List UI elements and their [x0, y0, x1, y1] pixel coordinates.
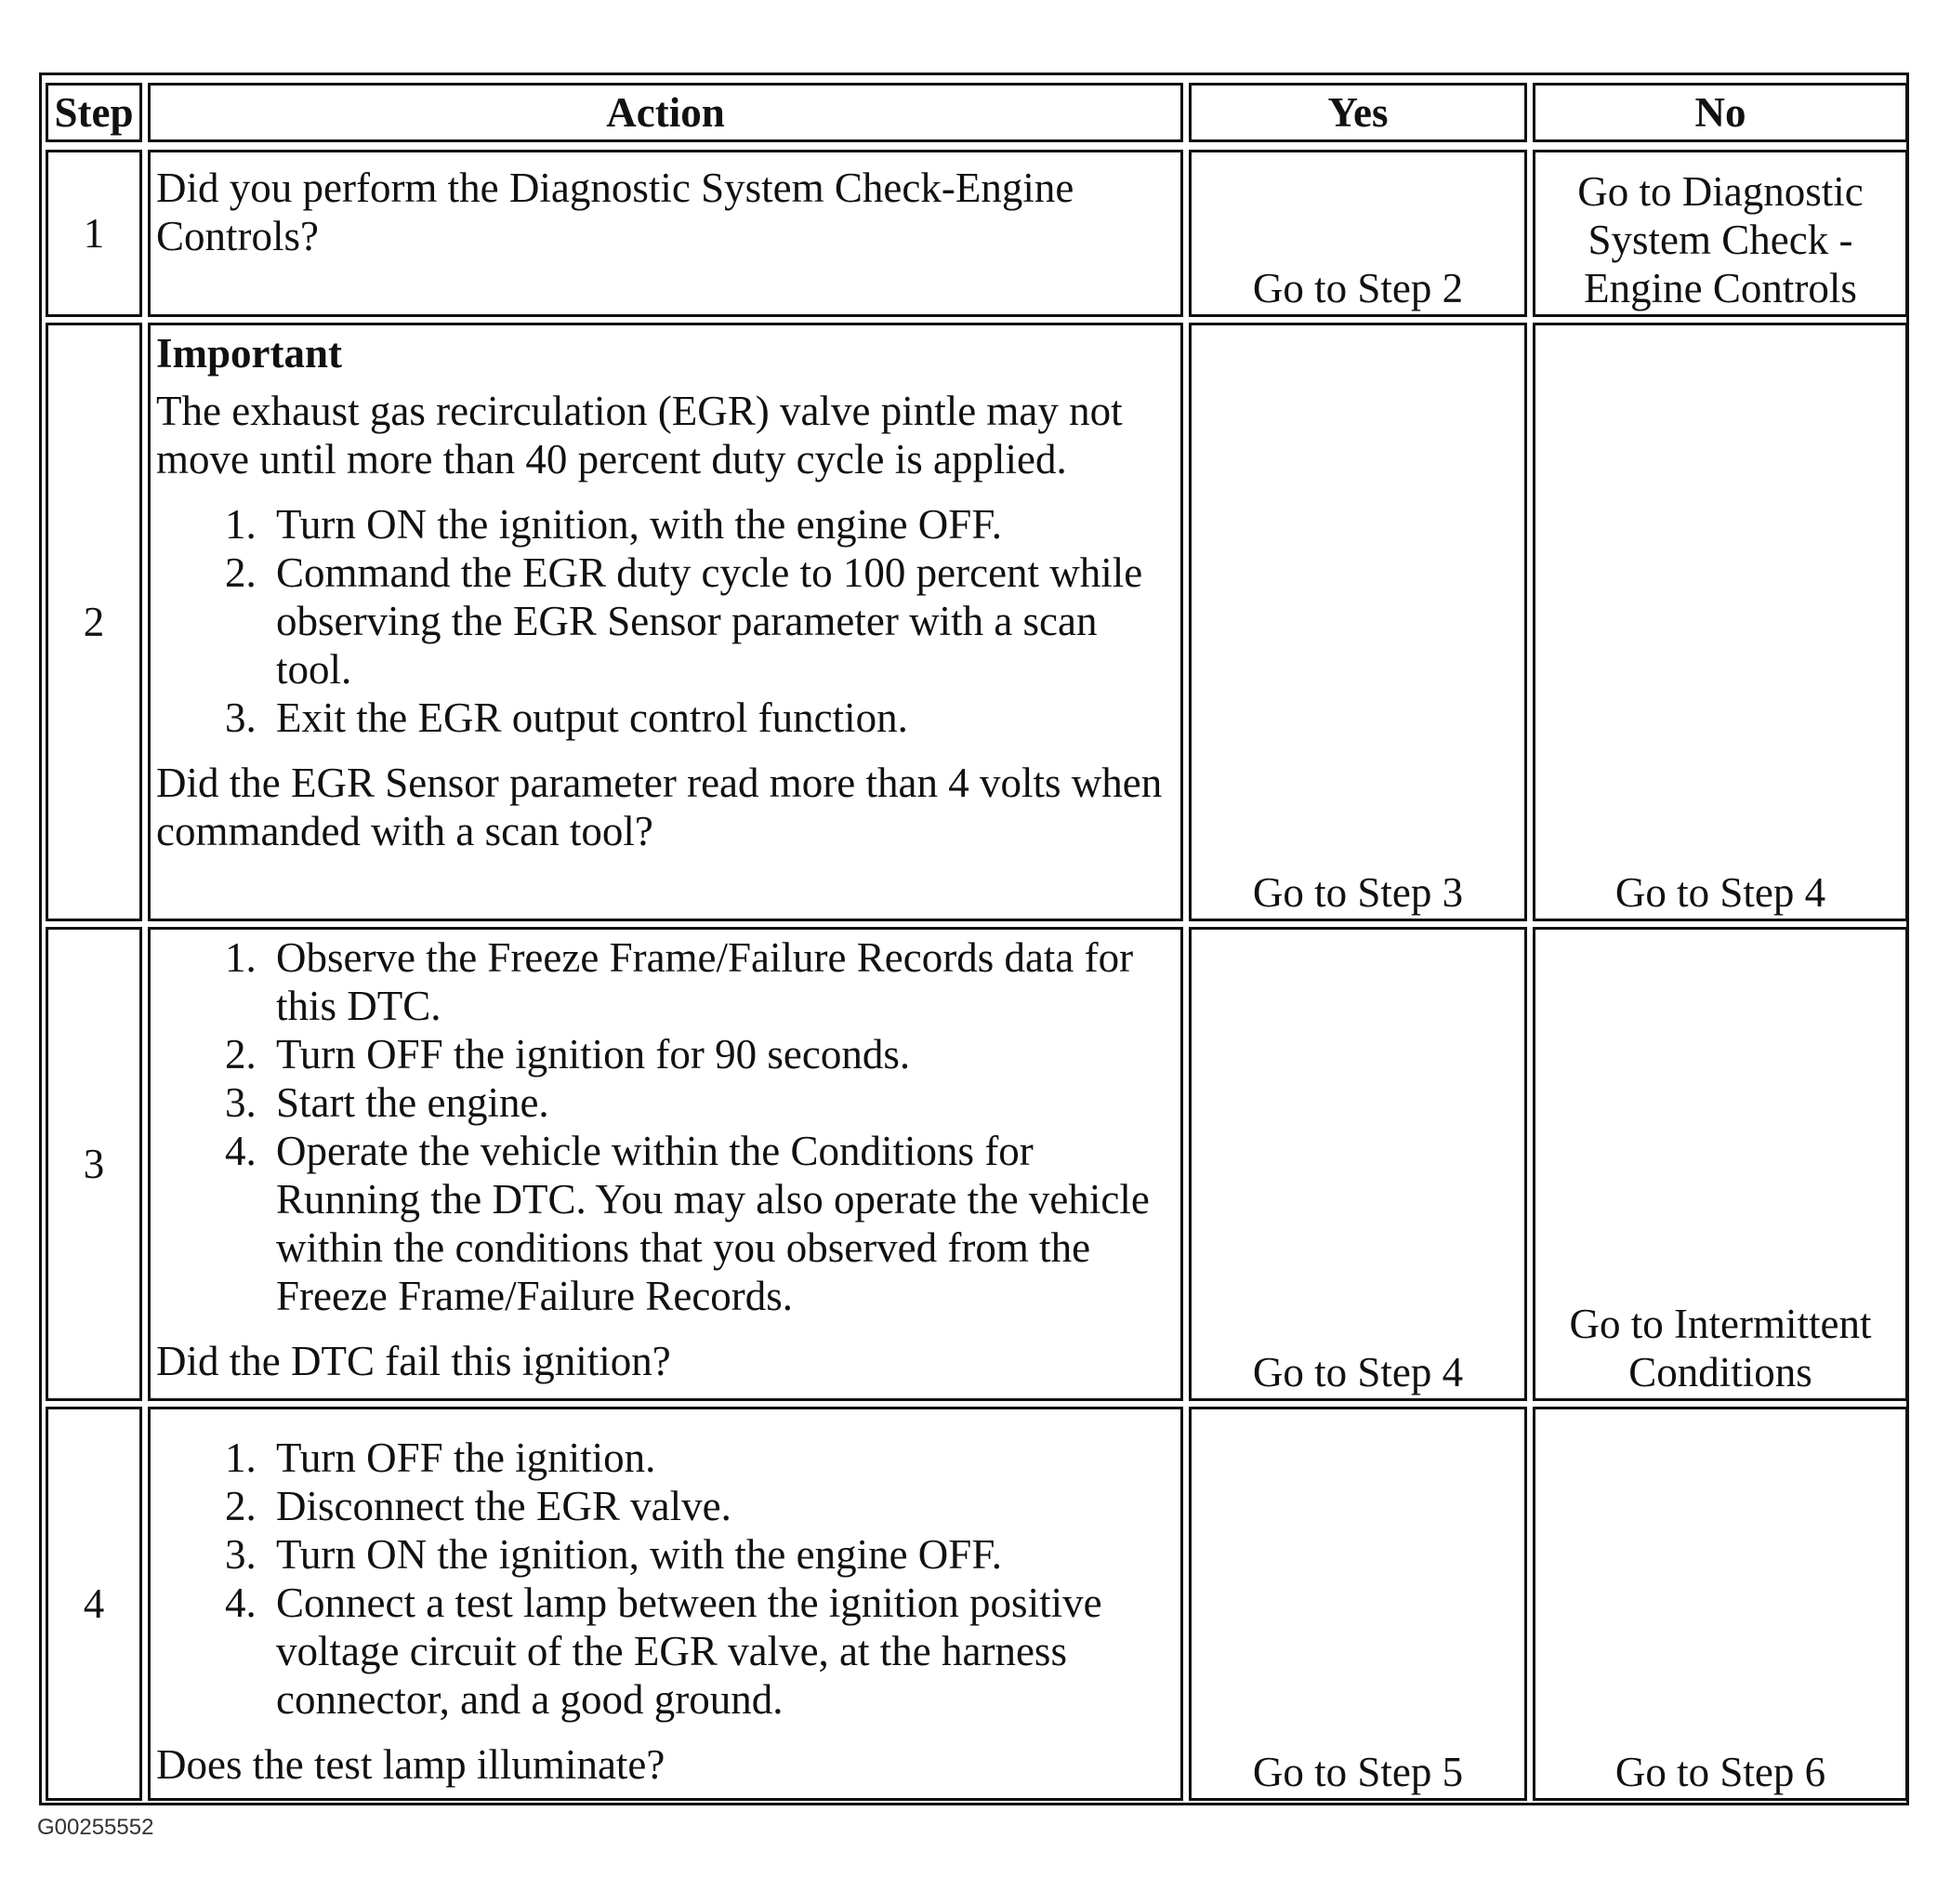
action-cell — [148, 927, 1183, 1401]
no-cell: Go to Step 6 — [1533, 1407, 1908, 1801]
procedure-step: 1. Observe the Freeze Frame/Failure Records data for this DTC. — [267, 933, 1171, 1030]
step-number: 4 — [46, 1407, 142, 1801]
header-action: Action — [148, 83, 1183, 142]
diagnostic-table — [39, 73, 1909, 1805]
procedure-list — [156, 933, 1171, 1320]
step-question: Did you perform the Diagnostic System Check-Engine Controls? — [156, 165, 1074, 259]
procedure-step: 3. Start the engine. — [267, 1078, 1171, 1127]
yes-cell: Go to Step 3 — [1189, 323, 1527, 921]
procedure-step: 2. Disconnect the EGR valve. — [267, 1482, 1171, 1530]
no-cell: Go to Diagnostic System Check - Engine Controls — [1533, 150, 1908, 317]
step-question: Did the DTC fail this ignition? — [156, 1338, 671, 1384]
step-number: 3 — [46, 927, 142, 1401]
yes-cell: Go to Step 2 — [1189, 150, 1527, 317]
procedure-step: 2. Turn OFF the ignition for 90 seconds. — [267, 1030, 1171, 1078]
step-question: Does the test lamp illuminate? — [156, 1741, 665, 1788]
yes-cell: Go to Step 5 — [1189, 1407, 1527, 1801]
action-cell — [148, 1407, 1183, 1801]
procedure-step: 3. Turn ON the ignition, with the engine OFF. — [267, 1530, 1171, 1579]
procedure-list — [156, 1434, 1171, 1724]
procedure-step: 3. Exit the EGR output control function. — [267, 694, 1171, 742]
figure-id: G00255552 — [37, 1815, 154, 1840]
procedure-step: 1. Turn ON the ignition, with the engine OFF. — [267, 500, 1171, 549]
header-yes: Yes — [1189, 83, 1527, 142]
step-number: 2 — [46, 323, 142, 921]
procedure-step: 1. Turn OFF the ignition. — [267, 1434, 1171, 1482]
step-question: Did the EGR Sensor parameter read more than 4 volts when commanded with a scan tool? — [156, 760, 1163, 854]
important-heading: Important — [156, 330, 342, 377]
header-no: No — [1533, 83, 1908, 142]
procedure-step: 4. Operate the vehicle within the Conditions for Running the DTC. You may also operate the vehicle within the conditions that you observed from the Freeze Frame/Failure Records. — [267, 1127, 1171, 1320]
yes-cell: Go to Step 4 — [1189, 927, 1527, 1401]
important-note: The exhaust gas recirculation (EGR) valve pintle may not move until more than 40 percent duty cycle is applied. — [156, 388, 1123, 483]
procedure-list — [156, 500, 1171, 742]
header-step: Step — [46, 83, 142, 142]
no-cell: Go to Step 4 — [1533, 323, 1908, 921]
action-cell — [148, 323, 1183, 921]
procedure-step: 4. Connect a test lamp between the ignition positive voltage circuit of the EGR valve, at the harness connector, and a good ground. — [267, 1579, 1171, 1724]
step-number: 1 — [46, 150, 142, 317]
procedure-step: 2. Command the EGR duty cycle to 100 percent while observing the EGR Sensor parameter with a scan tool. — [267, 549, 1171, 694]
no-cell: Go to Intermittent Conditions — [1533, 927, 1908, 1401]
action-cell — [148, 150, 1183, 317]
